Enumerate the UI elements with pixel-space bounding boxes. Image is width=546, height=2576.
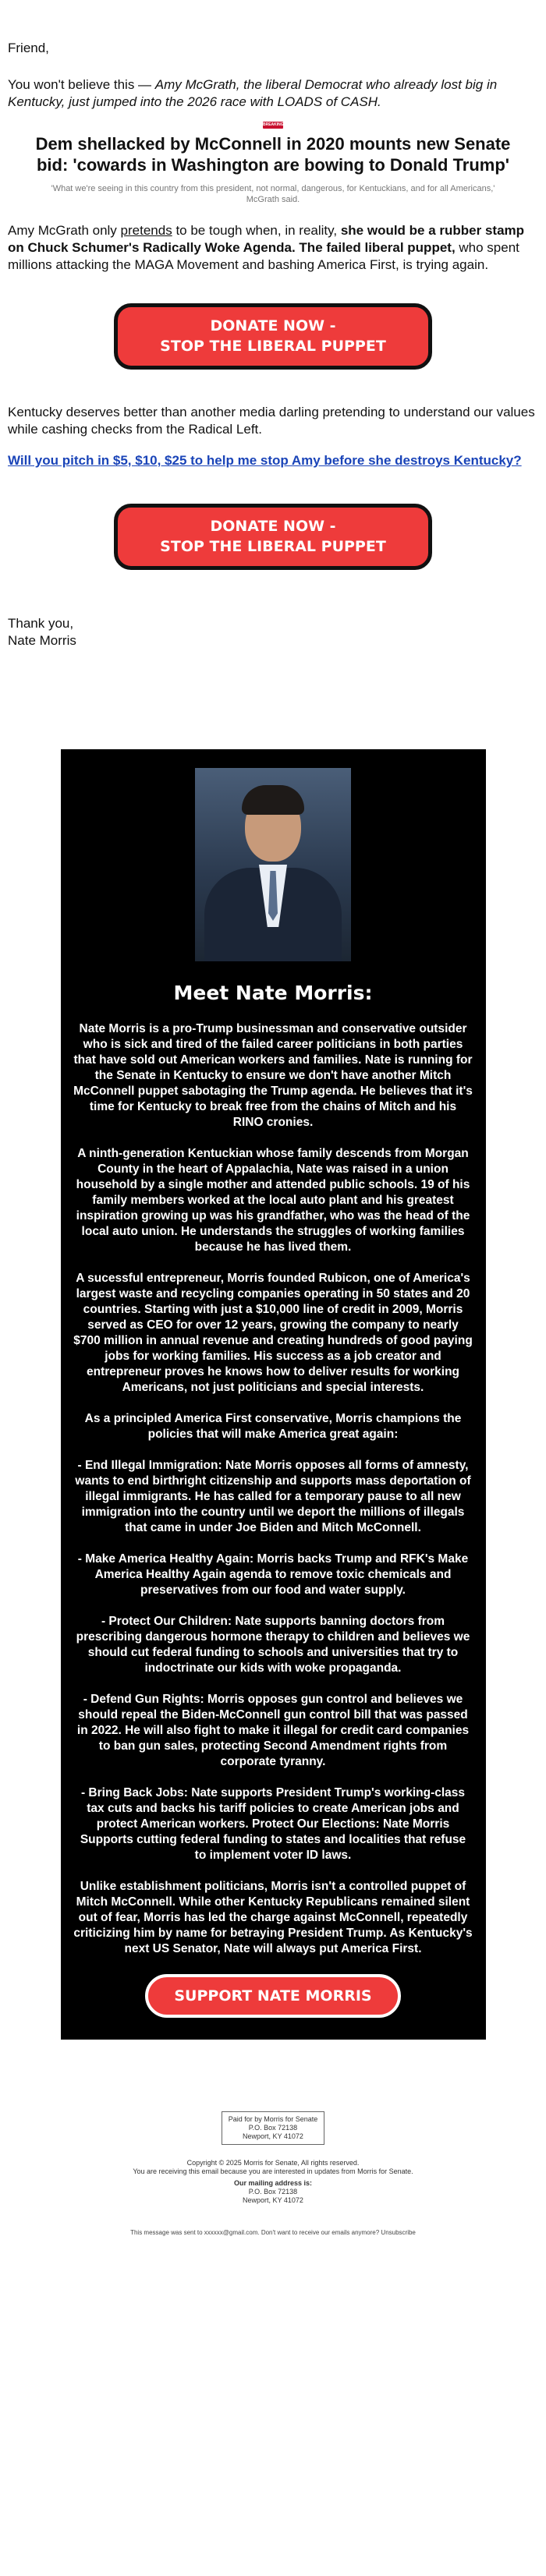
para1-text-b: to be tough when, in reality, xyxy=(172,223,341,238)
donate-now-button[interactable] xyxy=(114,303,432,370)
receiving-text: You are receiving this email because you are interested in updates from Morris for Senate. xyxy=(133,2167,413,2175)
bio-policy-item: - Bring Back Jobs: Nate supports President Trump's working-class tax cuts and backs his tariff policies to create American jobs and protect American workers. Protect Our Elections: Nate Morris Supports cutting federal funding to states and localities that refuse to implement voter ID laws. xyxy=(80,1786,466,1862)
support-nate-morris-button[interactable]: SUPPORT NATE MORRIS xyxy=(145,1974,401,2018)
para1-text-c: who spent millions attacking the MAGA Movement and bashing America First, is trying again. xyxy=(8,240,519,272)
bio-policy-item: - Protect Our Children: Nate supports banning doctors from prescribing dangerous hormone therapy to children and believes we should cut federal funding to schools and universities that try to indoctrinate our kids with woke propaganda. xyxy=(76,1615,470,1675)
sign-name: Nate Morris xyxy=(8,633,76,648)
mailing-line: P.O. Box 72138 xyxy=(248,2188,298,2196)
donate-button-2-line1: DONATE NOW - xyxy=(210,518,336,535)
bio-paragraph: A ninth-generation Kentuckian whose family descends from Morgan County in the heart of Appalachia, Nate was raised in a union household by a single mother and attended public schools. 19 of his family members worked at the local auto plant and his greatest inspiration growing up was his grandfather, who was the head of the local auto union. He understands the struggles of working families because he has lived them. xyxy=(76,1147,470,1254)
para1-text-a: Amy McGrath only xyxy=(8,223,121,238)
bio-policy-item: - Defend Gun Rights: Morris opposes gun control and believes we should repeal the Biden-McConnell gun control bill that was passed in 2022. He will also fight to make it illegal for credit card companies to ban gun sales, protecting Second Amendment rights from corporate tyranny. xyxy=(76,1693,470,1768)
bio-policy-item: - End Illegal Immigration: Nate Morris opposes all forms of amnesty, wants to end birthright citizenship and supports mass deportation of illegal immigrants. He has called for a temporary pause to all new immigration into the country until we deport the millions of illegals that came in under Joe Biden and Mitch McConnell. xyxy=(75,1459,471,1534)
donate-button-line2: STOP THE LIBERAL PUPPET xyxy=(160,338,386,355)
candidate-bio-section xyxy=(61,749,486,2040)
email-body xyxy=(0,41,546,649)
donate-button-line1: DONATE NOW - xyxy=(210,317,336,334)
email-footer xyxy=(0,2111,546,2237)
paid-line: P.O. Box 72138 xyxy=(248,2124,298,2132)
sign-thanks: Thank you, xyxy=(8,616,74,631)
donate-button-2-line2: STOP THE LIBERAL PUPPET xyxy=(160,538,386,555)
mailing-line: Newport, KY 41072 xyxy=(243,2196,303,2204)
article-quote: 'What we're seeing in this country from this president, not normal, dangerous, for Kentuckians, and for all Americans,' McGrath said. xyxy=(51,184,495,204)
paid-for-by-box xyxy=(222,2111,325,2145)
paragraph-amy xyxy=(8,222,538,274)
bio-policy-item: - Make America Healthy Again: Morris backs Trump and RFK's Make America Healthy Again agenda to remove toxic chemicals and preservatives from our food and water supply. xyxy=(77,1552,469,1597)
bio-paragraph: As a principled America First conservative, Morris champions the policies that will make America great again: xyxy=(84,1412,462,1441)
footer-copyright-block xyxy=(0,2159,546,2205)
bio-paragraph: Unlike establishment politicians, Morris isn't a controlled puppet of Mitch McConnell. While other Kentucky Republicans remained silent out of fear, Morris has led the charge against McConnell, repeatedly criticizing him by name for betraying President Trump. As Kentucky's next US Senator, Nate will always put America First. xyxy=(73,1880,473,1955)
intro-text: You won't believe this — xyxy=(8,77,155,92)
bio-paragraph: Nate Morris is a pro-Trump businessman and conservative outsider who is sick and tired of the failed career politicians in both parties that have sold out American workers and families. Nate is running for the Senate in Kentucky to ensure we don't have another Mitch McConnell puppet sabotaging the Trump agenda. He believes that it's time for Kentucky to break free from the chains of Mitch and his RINO cronies. xyxy=(73,1022,473,1129)
pitch-in-link[interactable]: Will you pitch in $5, $10, $25 to help me stop Amy before she destroys Kentucky? xyxy=(8,453,522,468)
intro-paragraph xyxy=(8,76,538,111)
bio-paragraph: A sucessful entrepreneur, Morris founded Rubicon, one of America's largest waste and recycling companies operating in 50 states and 20 countries. Starting with just a $10,000 line of credit in 2009, Morris served as CEO for over 12 years, growing the company to nearly $700 million in annual revenue and creating hundreds of good paying jobs for working families. His success as a job creator and entrepreneur proves he knows how to deliver results for working Americans, not just politicians and special interests. xyxy=(73,1272,473,1394)
copyright-text: Copyright © 2025 Morris for Senate, All rights reserved. xyxy=(186,2159,360,2167)
breaking-badge: BREAKING xyxy=(263,122,284,127)
greeting: Friend, xyxy=(8,41,49,55)
paid-line: Paid for by Morris for Senate xyxy=(228,2115,318,2123)
intro-italic-text: Amy McGrath, the liberal Democrat who already lost big in Kentucky, just jumped into the 2026 race with LOADS of CASH. xyxy=(8,77,498,109)
para1-underlined: pretends xyxy=(120,223,172,238)
bio-title: Meet Nate Morris: xyxy=(173,982,373,1004)
paragraph-kentucky: Kentucky deserves better than another media darling pretending to understand our values while cashing checks from the Radical Left. xyxy=(8,405,535,437)
sent-to-text[interactable]: This message was sent to xxxxxx@gmail.com. Don't want to receive our emails anymore? Unsubscribe xyxy=(130,2229,416,2236)
para1-bold: she would be a rubber stamp on Chuck Schumer's Radically Woke Agenda. The failed liberal puppet, xyxy=(8,223,525,255)
donate-now-button-2[interactable] xyxy=(114,504,432,570)
signature xyxy=(8,615,538,649)
paid-line: Newport, KY 41072 xyxy=(243,2132,303,2140)
mailing-label: Our mailing address is: xyxy=(233,2179,313,2187)
candidate-photo xyxy=(195,768,351,961)
article-headline: Dem shellacked by McConnell in 2020 mounts new Senate bid: 'cowards in Washington are bowing to Donald Trump' xyxy=(35,134,511,175)
